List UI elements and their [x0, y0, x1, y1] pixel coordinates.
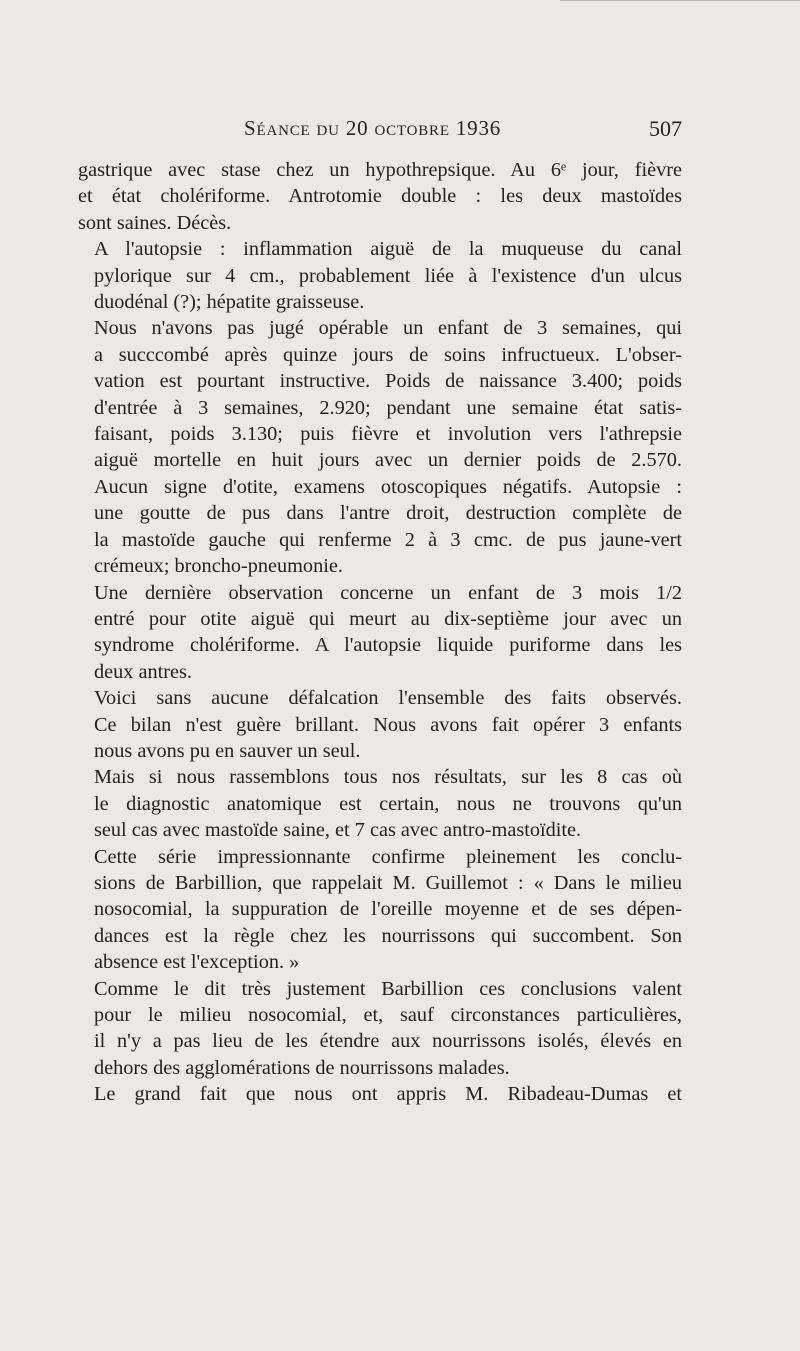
paragraph [78, 844, 682, 976]
page-header [78, 116, 682, 148]
text-line: vation est pourtant instructive. Poids de naissance 3.400; poids [94, 370, 682, 393]
text-line: Le grand fait que nous ont appris M. Ribadeau-Dumas et [94, 1083, 682, 1106]
text-line: deux antres. [94, 660, 192, 683]
text-line: duodénal (?); hépatite graisseuse. [94, 291, 365, 314]
text-line: pylorique sur 4 cm., probablement liée à l'existence d'un ulcus [94, 264, 682, 287]
text-line: syndrome cholériforme. A l'autopsie liquide puriforme dans les [94, 634, 682, 657]
paragraph [78, 685, 682, 764]
paragraph [78, 157, 682, 236]
text-line: Nous n'avons pas jugé opérable un enfant de 3 semaines, qui [94, 317, 682, 340]
text-line: aiguë mortelle en huit jours avec un dernier poids de 2.570. [94, 449, 682, 472]
page-number: 507 [649, 116, 682, 141]
text-line: une goutte de pus dans l'antre droit, destruction complète de [94, 502, 682, 525]
text-line: sions de Barbillion, que rappelait M. Guillemot : « Dans le milieu [94, 871, 682, 894]
text-line: Comme le dit très justement Barbillion ces conclusions valent [94, 977, 682, 1000]
text-line: Une dernière observation concerne un enfant de 3 mois 1/2 [94, 581, 682, 604]
paragraph [78, 1081, 682, 1107]
text-line: Aucun signe d'otite, examens otoscopiques négatifs. Autopsie : [94, 475, 682, 498]
text-line: faisant, poids 3.130; puis fièvre et involution vers l'athrepsie [94, 423, 682, 446]
text-line: d'entrée à 3 semaines, 2.920; pendant une semaine état satis- [94, 396, 682, 419]
text-line: pour le milieu nosocomial, et, sauf circonstances particulières, [94, 1004, 682, 1026]
paragraph [78, 580, 682, 686]
text-line: dehors des agglomérations de nourrissons malades. [94, 1056, 510, 1079]
paragraph [78, 236, 682, 315]
text-line: Mais si nous rassemblons tous nos résultats, sur les 8 cas où [94, 766, 682, 789]
text-line: crémeux; broncho-pneumonie. [94, 555, 343, 578]
text-line: gastrique avec stase chez un hypothrepsique. Au 6ᵉ jour, fièvre [78, 159, 682, 181]
paragraph [78, 764, 682, 843]
text-line: il n'y a pas lieu de les étendre aux nourrissons isolés, élevés en [94, 1030, 682, 1053]
paragraph [78, 976, 682, 1082]
text-line: Cette série impressionnante confirme pleinement les conclu- [94, 845, 682, 868]
text-line: a succcombé après quinze jours de soins infructueux. L'obser- [94, 343, 682, 366]
text-line: et état cholériforme. Antrotomie double : les deux mastoïdes [78, 185, 682, 208]
text-line: Ce bilan n'est guère brillant. Nous avons fait opérer 3 enfants [94, 713, 682, 736]
body-text [78, 157, 682, 1108]
text-line: la mastoïde gauche qui renferme 2 à 3 cmc. de pus jaune-vert [94, 528, 682, 551]
scan-edge-line [560, 0, 800, 1]
text-line: sont saines. Décès. [78, 211, 232, 234]
text-line: nous avons pu en sauver un seul. [94, 739, 361, 762]
text-line: nosocomial, la suppuration de l'oreille moyenne et de ses dépen- [94, 898, 682, 921]
text-line: dances est la règle chez les nourrissons qui succombent. Son [94, 924, 682, 947]
text-line: A l'autopsie : inflammation aiguë de la muqueuse du canal [94, 238, 682, 261]
text-line: Voici sans aucune défalcation l'ensemble des faits observés. [94, 687, 682, 710]
running-head: Séance du 20 octobre 1936 [244, 116, 502, 140]
text-line: seul cas avec mastoïde saine, et 7 cas avec antro-mastoïdite. [94, 819, 582, 842]
paragraph [78, 315, 682, 579]
text-line: le diagnostic anatomique est certain, nous ne trouvons qu'un [94, 792, 682, 815]
text-line: entré pour otite aiguë qui meurt au dix-septième jour avec un [94, 607, 682, 630]
text-line: absence est l'exception. » [94, 951, 300, 974]
